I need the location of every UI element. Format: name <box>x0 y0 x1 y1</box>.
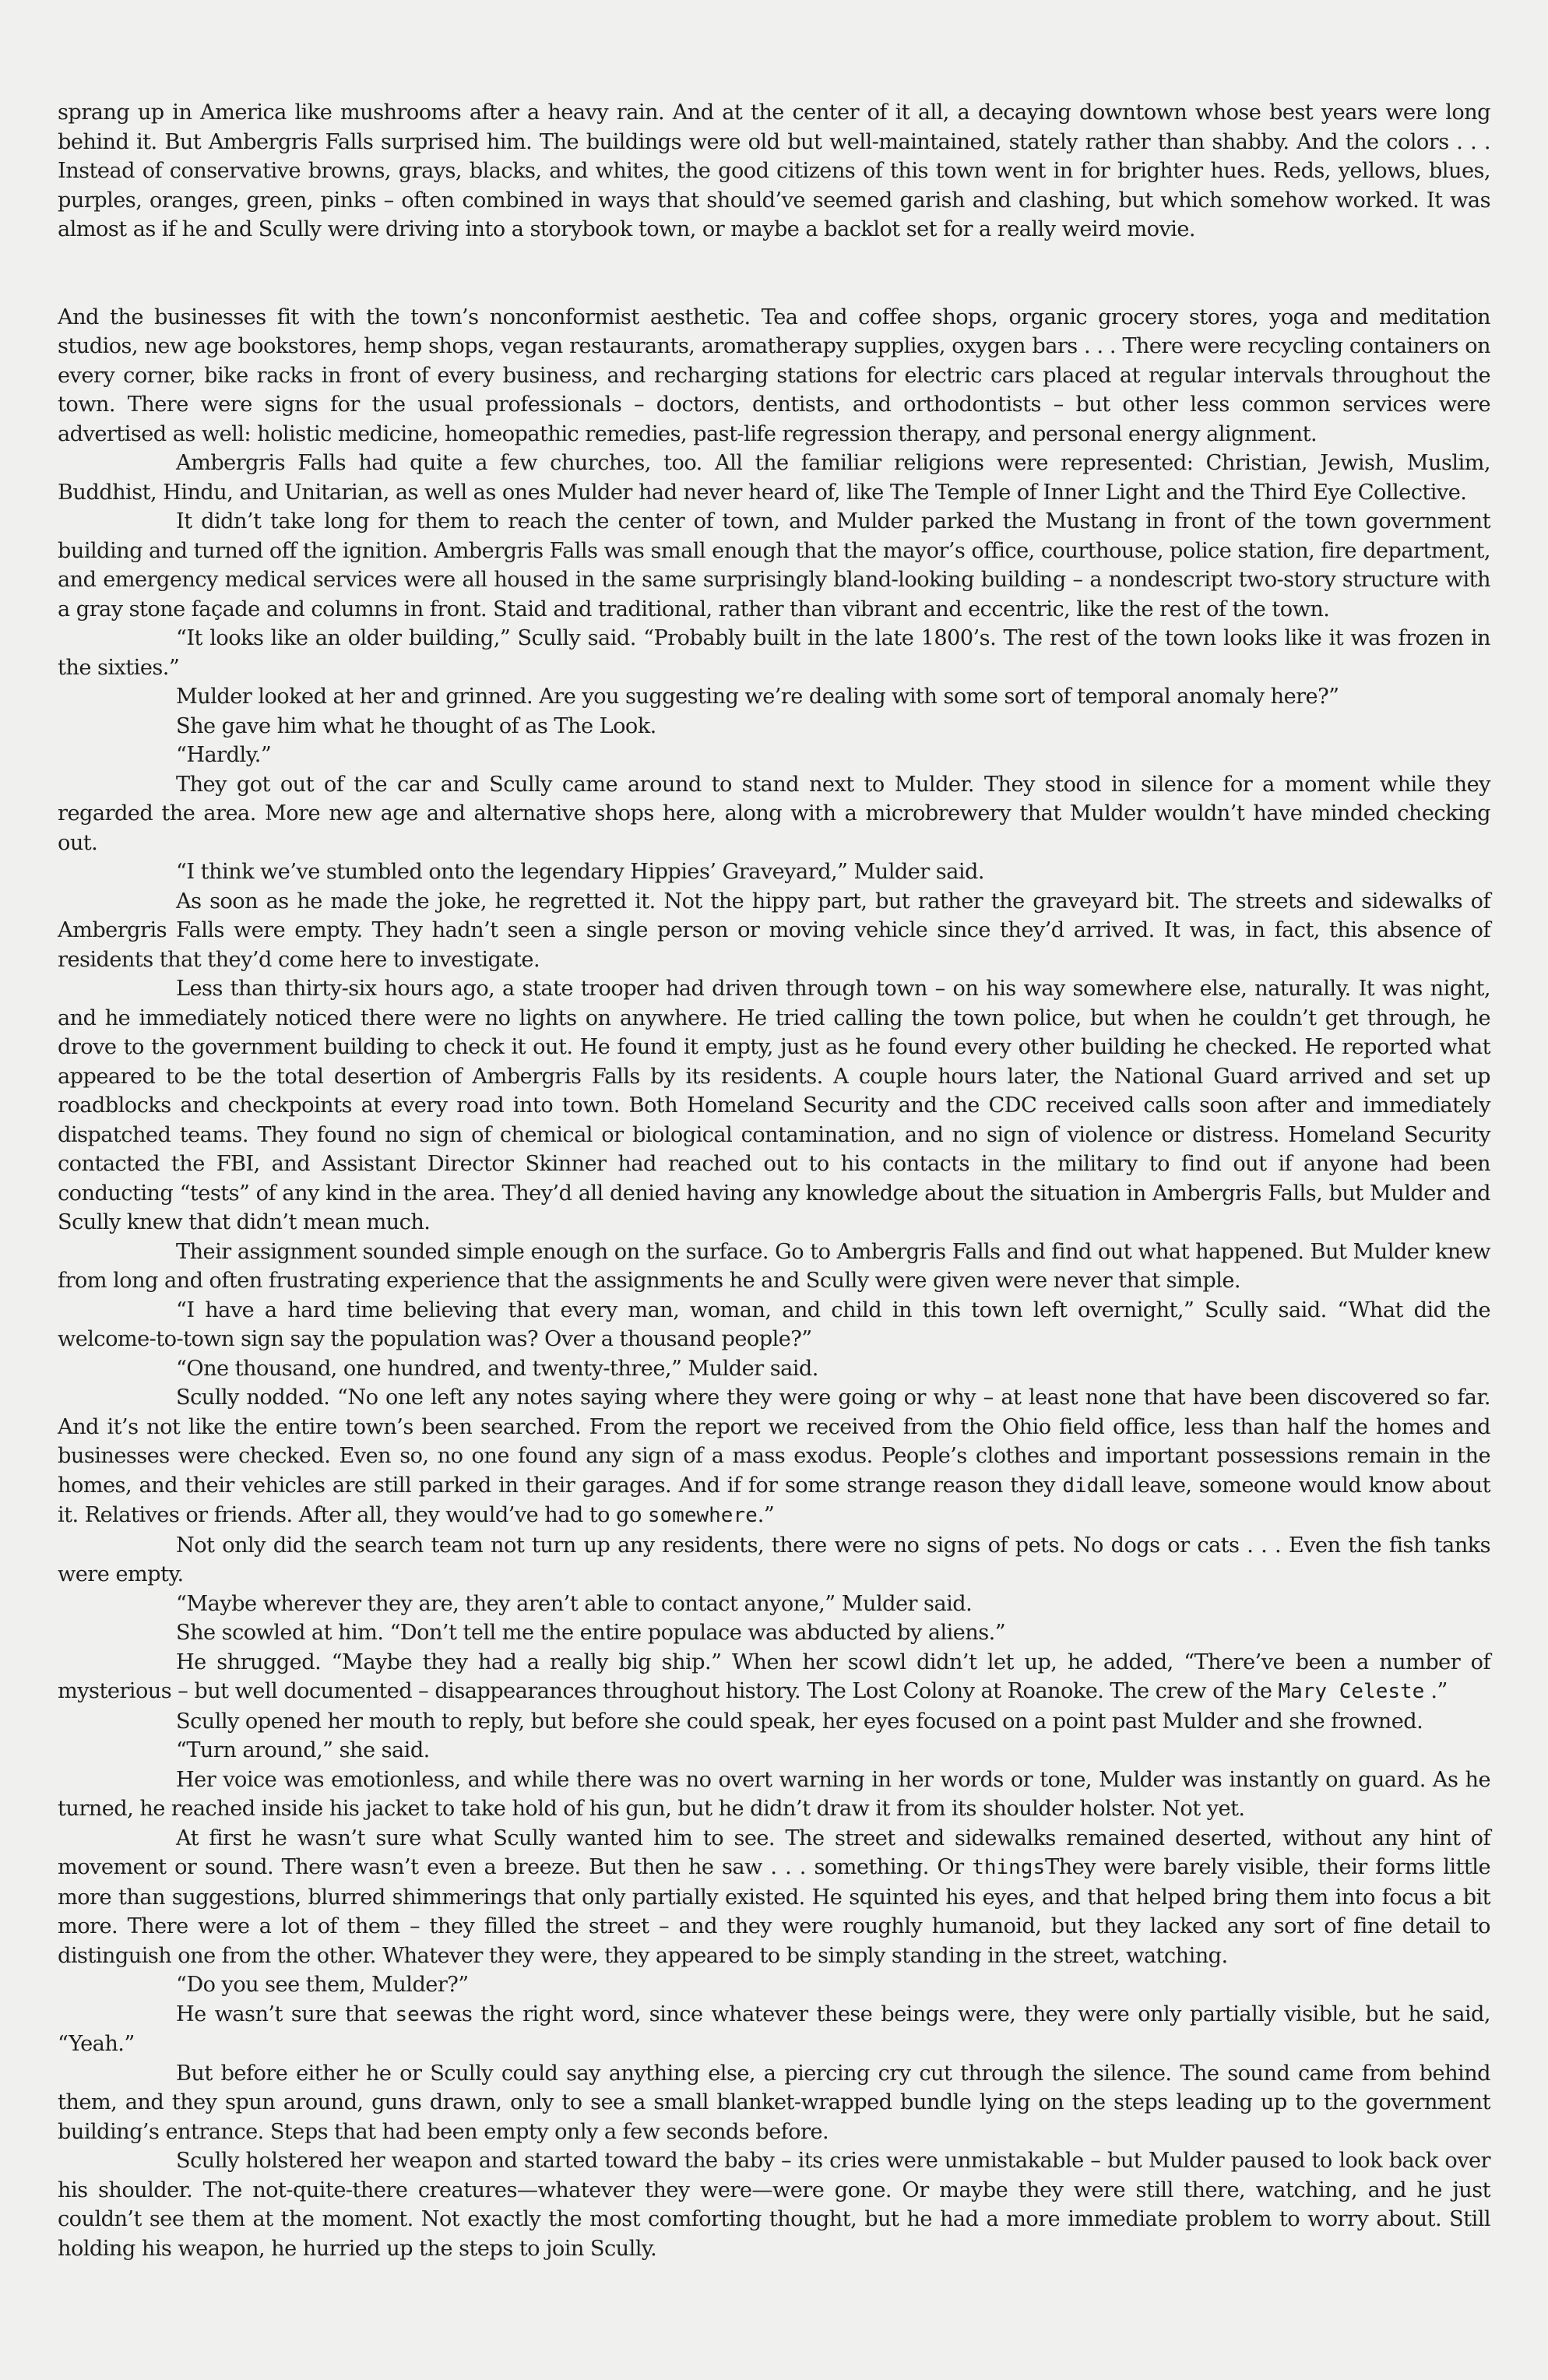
paragraph <box>58 507 1490 624</box>
paragraph <box>58 2000 1490 2059</box>
text-segment: “I have a hard time believing that every man, woman, and child in this town left overnight,” Scully said. “What did the welcome-to-town sign say the population was? Over a thousand people?” <box>58 1297 1490 1351</box>
paragraph <box>58 1736 1490 1766</box>
paragraph <box>58 2146 1490 2263</box>
paragraph <box>58 303 1490 449</box>
paragraph <box>58 1383 1490 1531</box>
text-segment: Mulder looked at her and grinned. Are you suggesting we’re dealing with some sort of temporal anomaly here?” <box>176 685 1339 709</box>
text-segment: It didn’t take long for them to reach the center of town, and Mulder parked the Mustang in front of the town government building and turned off the ignition. Ambergris Falls was small enough that the mayor’s office, courthouse, police station, fire department, and emergency medical services were all housed in the same surprisingly bland-looking building – a nondescript two-story structure with a gray stone façade and columns in front. Staid and traditional, rather than vibrant and eccentric, like the rest of the town. <box>58 509 1490 621</box>
paragraph <box>58 1590 1490 1619</box>
paragraph <box>58 449 1490 507</box>
text-segment: “One thousand, one hundred, and twenty-three,” Mulder said. <box>176 1356 818 1381</box>
paragraph <box>58 1970 1490 2000</box>
text-segment: “It looks like an older building,” Scully said. “Probably built in the late 1800’s. The rest of the town looks like it was frozen in the sixties.” <box>58 626 1490 680</box>
text-segment: Not only did the search team not turn up any residents, there were no signs of pets. No dogs or cats . . . Even the fish tanks were empty. <box>58 1533 1490 1586</box>
text-segment: At first he wasn’t sure what Scully wanted him to see. The street and sidewalks remained deserted, without any hint of movement or sound. There wasn’t even a breeze. But then he saw . . . something. Or <box>58 1825 1490 1879</box>
text-segment: Scully nodded. “No one left any notes saying where they were going or why – at least none that have been discovered so far. And it’s not like the entire town’s been searched. From the report we received from the Ohio field office, less than half the homes and businesses were checked. Even so, no one found any sign of a mass exodus. People’s clothes and important possessions remain in the homes, and their vehicles are still parked in their garages. And if for some strange reason they <box>58 1385 1490 1498</box>
paragraph <box>58 2059 1490 2147</box>
text-segment: was the right word, since whatever these beings were, they were only partially visible, but he said, “Yeah.” <box>58 2002 1491 2056</box>
text-segment: And the businesses fit with the town’s nonconformist aesthetic. Tea and coffee shops, organic grocery stores, yoga and meditation studios, new age bookstores, hemp shops, vegan restaurants, aromatherapy supplies, oxygen bars . . . There were recycling containers on every corner, bike racks in front of every business, and recharging stations for electric cars placed at regular intervals throughout the town. There were signs for the usual professionals – doctors, dentists, and orthodontists – but other less common services were advertised as well: holistic medicine, homeopathic remedies, past-life regression therapy, and personal energy alignment. <box>58 305 1490 446</box>
text-segment: all leave, someone would know about it. Relatives or friends. After all, they would’ve had to go <box>58 1473 1491 1527</box>
text-segment: sprang up in America like mushrooms after a heavy rain. And at the center of it all, a decaying downtown whose best years were long behind it. But Ambergris Falls surprised him. The buildings were old but well-maintained, stately rather than shabby. And the colors . . . Instead of conservative browns, grays, blacks, and whites, the good citizens of this town went in for brighter hues. Reds, yellows, blues, purples, oranges, green, pinks – often combined in ways that should’ve seemed garish and clashing, but which somehow worked. It was almost as if he and Scully were driving into a storybook town, or maybe a backlot set for a really weird movie. <box>58 100 1490 241</box>
text-segment: They got out of the car and Scully came around to stand next to Mulder. They stood in silence for a moment while they regarded the area. More new age and alternative shops here, along with a microbrewery that Mulder wouldn’t have minded checking out. <box>58 772 1490 855</box>
text-segment: He wasn’t sure that <box>176 2002 396 2026</box>
paragraph <box>58 1354 1490 1384</box>
text-segment: Scully opened her mouth to reply, but before she could speak, her eyes focused on a point past Mulder and she frowned. <box>176 1709 1423 1734</box>
emphasis-text: somewhere <box>647 1504 758 1527</box>
text-segment: “I think we’ve stumbled onto the legendary Hippies’ Graveyard,” Mulder said. <box>176 860 984 884</box>
text-segment: She scowled at him. “Don’t tell me the entire populace was abducted by aliens.” <box>176 1621 1006 1645</box>
paragraph <box>58 770 1490 858</box>
paragraph <box>58 887 1490 975</box>
paragraph <box>58 974 1490 1238</box>
paragraph <box>58 624 1490 682</box>
text-segment: “Do you see them, Mulder?” <box>176 1973 469 1997</box>
text-segment: But before either he or Scully could say anything else, a piercing cry cut through the silence. The sound came from behind them, and they spun around, guns drawn, only to see a small blanket-wrapped bundle lying on the steps leading up to the government building’s entrance. Steps that had been empty only a few seconds before. <box>58 2061 1490 2144</box>
paragraph <box>58 1531 1490 1590</box>
paragraph <box>58 682 1490 712</box>
emphasis-text: see <box>395 2002 432 2026</box>
paragraph <box>58 1296 1490 1354</box>
text-segment: Scully holstered her weapon and started toward the baby – its cries were unmistakable – but Mulder paused to look back over his shoulder. The not-quite-there creatures—whatever they were—were gone. Or maybe they were still there, watching, and he just couldn’t see them at the moment. Not exactly the most comforting thought, but he had a more immediate problem to worry about. Still holding his weapon, he hurried up the steps to join Scully. <box>58 2149 1490 2261</box>
text-segment: .” <box>757 1503 775 1527</box>
paragraph <box>58 1707 1490 1737</box>
paragraph <box>58 741 1490 770</box>
story-text <box>58 98 1490 2263</box>
text-segment: They were barely visible, their forms little more than suggestions, blurred shimmerings that only partially existed. He squinted his eyes, and that helped bring them into focus a bit more. There were a lot of them – they filled the street – and they were roughly humanoid, but they lacked any sort of fine detail to distinguish one from the other. Whatever they were, they appeared to be simply standing in the street, watching. <box>58 1855 1490 1968</box>
paragraph <box>58 1238 1490 1296</box>
paragraph <box>58 1824 1490 1971</box>
paragraph <box>58 98 1490 245</box>
paragraph <box>58 1618 1490 1648</box>
text-segment: As soon as he made the joke, he regretted it. Not the hippy part, but rather the graveyard bit. The streets and sidewalks of Ambergris Falls were empty. They hadn’t seen a single person or moving vehicle since they’d arrived. It was, in fact, this absence of residents that they’d come here to investigate. <box>58 889 1490 972</box>
text-segment: “Maybe wherever they are, they aren’t able to contact anyone,” Mulder said. <box>176 1591 973 1616</box>
paragraph <box>58 1648 1490 1707</box>
text-segment: “Turn around,” she said. <box>176 1738 430 1762</box>
emphasis-text: things <box>972 1856 1046 1879</box>
paragraph <box>58 857 1490 887</box>
text-segment: Her voice was emotionless, and while there was no overt warning in her words or tone, Mulder was instantly on guard. As he turned, he reached inside his jacket to take hold of his gun, but he didn’t draw it from its shoulder holster. Not yet. <box>58 1767 1490 1821</box>
text-segment: .” <box>1424 1679 1448 1703</box>
paragraph <box>58 712 1490 741</box>
text-segment: Less than thirty-six hours ago, a state trooper had driven through town – on his way somewhere else, naturally. It was night, and he immediately noticed there were no lights on anywhere. He tried calling the town police, but when he couldn’t get through, he drove to the government building to check it out. He found it empty, just as he found every other building he checked. He reported what appeared to be the total desertion of Ambergris Falls by its residents. A couple hours later, the National Guard arrived and set up roadblocks and checkpoints at every road into town. Both Homeland Security and the CDC received calls soon after and immediately dispatched teams. They found no sign of chemical or biological contamination, and no sign of violence or distress. Homeland Security contacted the FBI, and Assistant Director Skinner had reached out to his contacts in the military to find out if anyone had been conducting “tests” of any kind in the area. They’d all denied having any knowledge about the situation in Ambergris Falls, but Mulder and Scully knew that didn’t mean much. <box>58 977 1490 1234</box>
emphasis-text: Mary Celeste <box>1278 1680 1425 1703</box>
text-segment: “Hardly.” <box>176 743 272 767</box>
paragraph <box>58 1766 1490 1824</box>
emphasis-text: did <box>1062 1473 1099 1498</box>
text-segment: Their assignment sounded simple enough on the surface. Go to Ambergris Falls and find out what happened. But Mulder knew from long and often frustrating experience that the assignments he and Scully were given were never that simple. <box>58 1239 1490 1293</box>
text-segment: He shrugged. “Maybe they had a really big ship.” When her scowl didn’t let up, he added, “There’ve been a number of mysterious – but well documented – disappearances throughout history. The Lost Colony at Roanoke. The crew of the <box>58 1649 1490 1703</box>
text-segment: Ambergris Falls had quite a few churches, too. All the familiar religions were represented: Christian, Jewish, Muslim, Buddhist, Hindu, and Unitarian, as well as ones Mulder had never heard of, like The Temple of Inner Light and the Third Eye Collective. <box>58 451 1490 505</box>
text-segment: She gave him what he thought of as The Look. <box>176 713 656 738</box>
